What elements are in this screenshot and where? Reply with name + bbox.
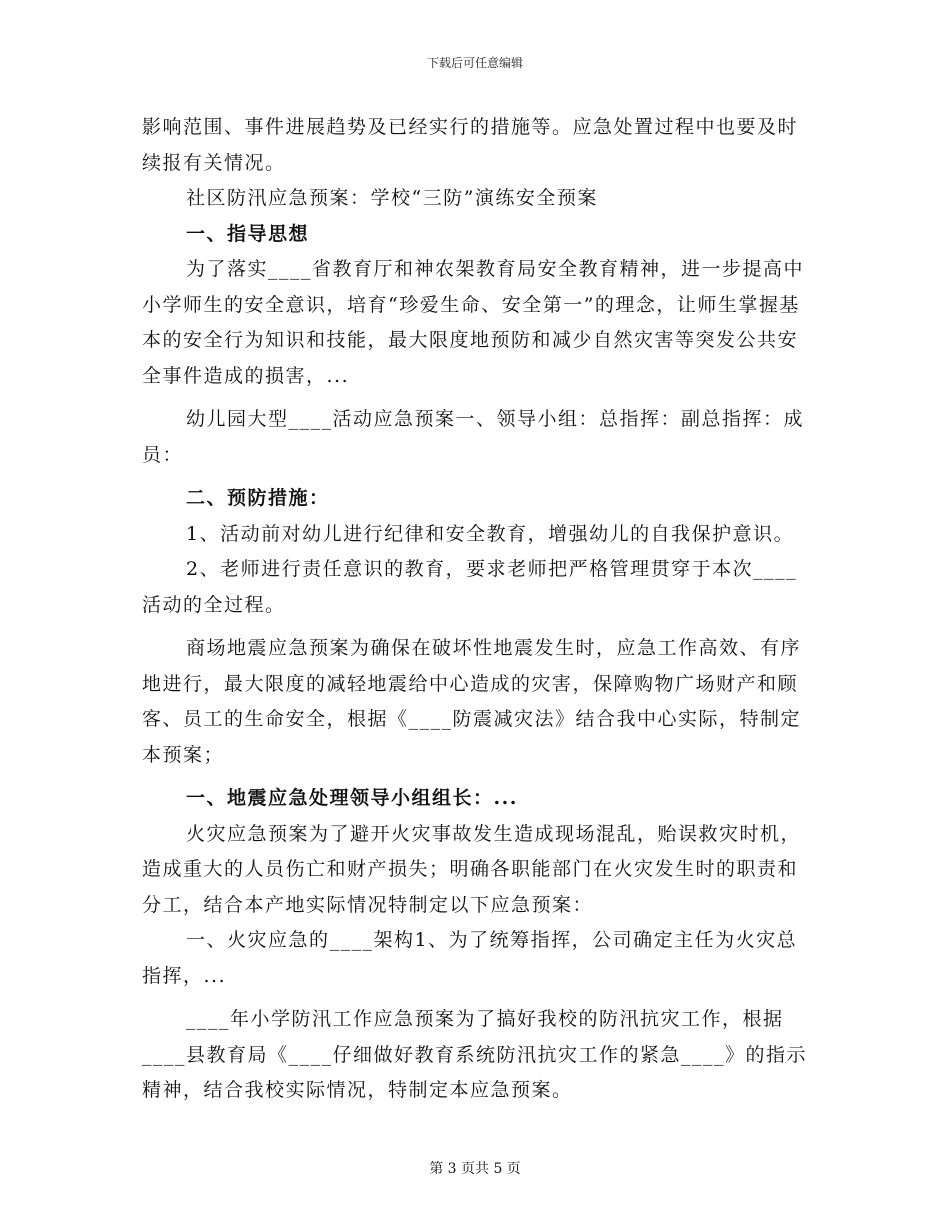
document-body: [142, 110, 812, 1109]
page-footer: 第 3 页共 5 页: [429, 1161, 521, 1177]
section-heading: 一、地震应急处理领导小组组长：...: [186, 787, 518, 809]
paragraph: ____年小学防汛工作应急预案为了搞好我校的防汛抗灾工作，根据____县教育局《____仔细做好教育系统防汛抗灾工作的紧急____》的指示精神，结合我校实际情况，特制定本应急预案。: [142, 1008, 808, 1101]
section-heading: 二、预防措施：: [186, 487, 330, 509]
paragraph: 社区防汛应急预案：学校“三防”演练安全预案: [186, 187, 598, 209]
list-item: 1、活动前对幼儿进行纪律和安全教育，增强幼儿的自我保护意识。: [186, 522, 795, 545]
paragraph: 商场地震应急预案为确保在破坏性地震发生时，应急工作高效、有序地进行，最大限度的减轻地震给中心造成的灾害，保障购物广场财产和顾客、员工的生命安全，根据《____防震减灾法》结合我中心实际，特制定本预案；: [142, 637, 802, 766]
list-item: 2、老师进行责任意识的教育，要求老师把严格管理贯穿于本次____活动的全过程。: [142, 558, 798, 616]
page-header: 下载后可任意编辑: [426, 56, 523, 70]
paragraph: 火灾应急预案为了避开火灾事故发生造成现场混乱，贻误救灾时机，造成重大的人员伤亡和财产损失；明确各职能部门在火灾发生时的职责和分工，结合本产地实际情况特制定以下应急预案：: [142, 822, 802, 916]
paragraph: 影响范围、事件进展趋势及已经实行的措施等。应急处置过程中也要及时续报有关情况。: [142, 116, 799, 174]
paragraph: 为了落实____省教育厅和神农架教育局安全教育精神，进一步提高中小学师生的安全意识，培育“珍爱生命、安全第一”的理念，让师生掌握基本的安全行为知识和技能，最大限度地预防和减少自然灾害等突发公共安全事件造成的损害，...: [142, 258, 805, 387]
paragraph: 一、火灾应急的____架构1、为了统筹指挥，公司确定主任为火灾总指挥，...: [142, 929, 798, 987]
section-heading: 一、指导思想: [186, 222, 310, 245]
paragraph: 幼儿园大型____活动应急预案一、领导小组：总指挥：副总指挥：成员：: [142, 408, 805, 466]
